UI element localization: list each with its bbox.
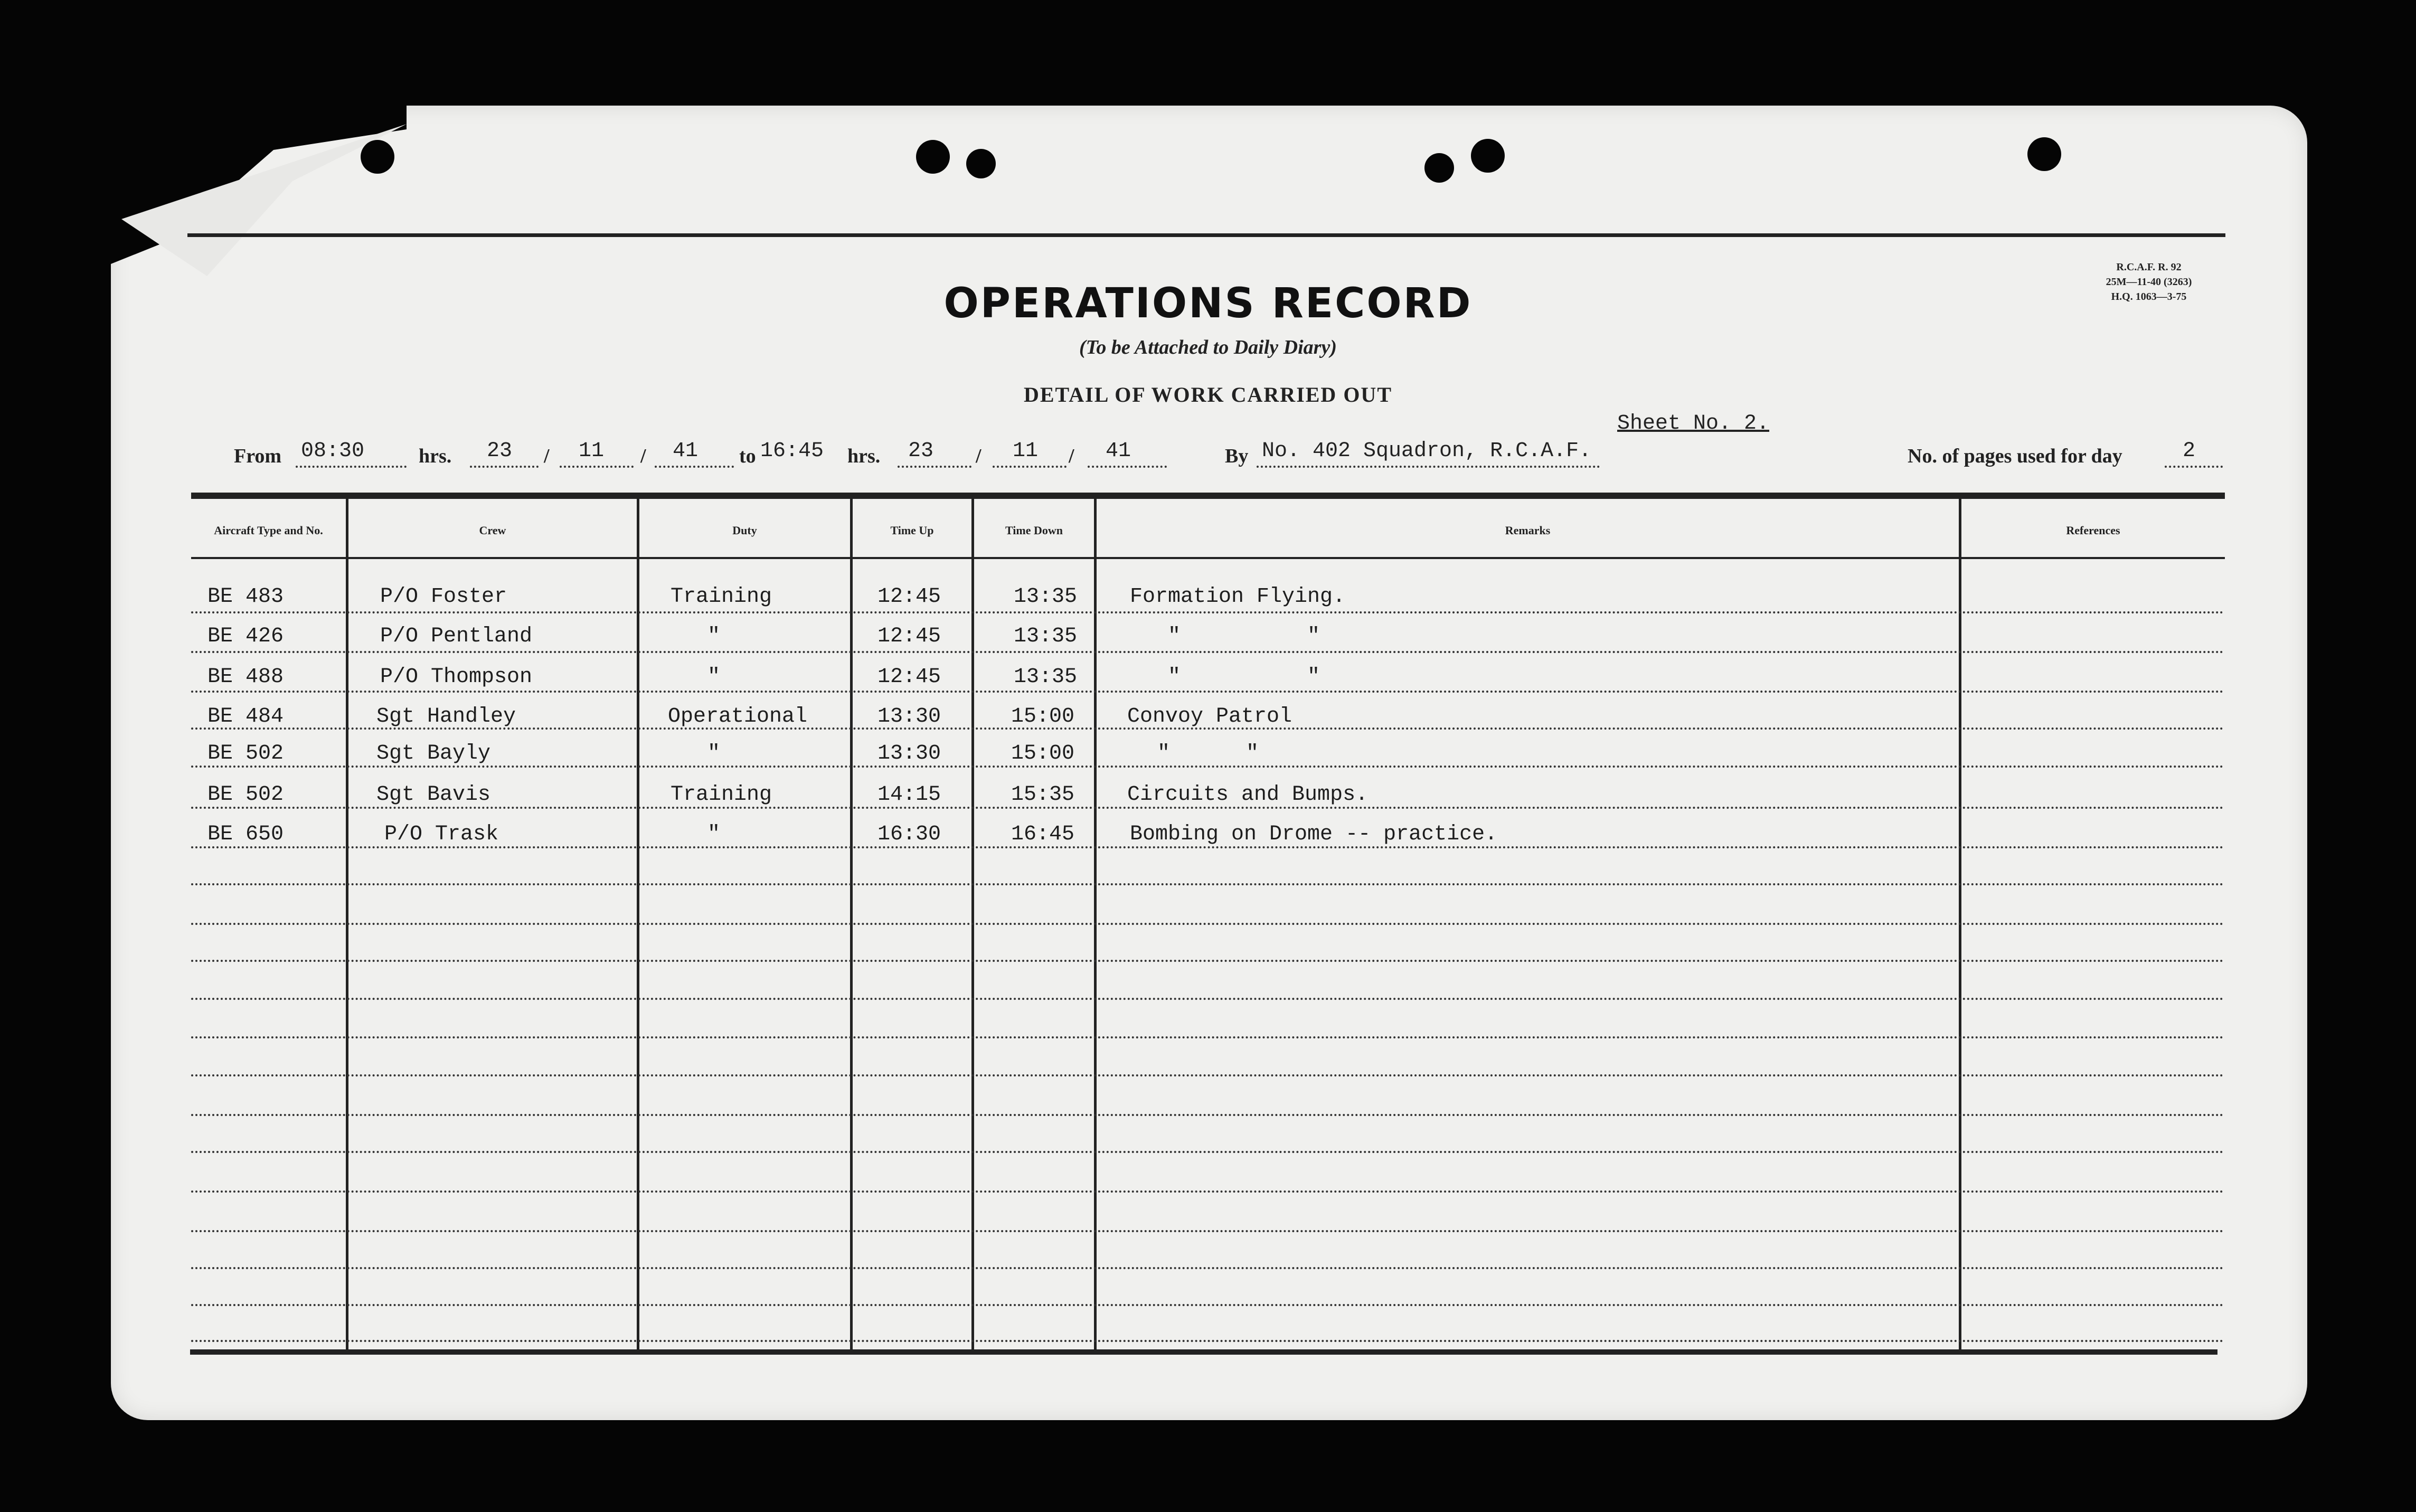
- to-label: to: [739, 445, 756, 467]
- remarks-cell: " ": [1168, 625, 1320, 648]
- duty-cell: ": [707, 625, 721, 648]
- punch-hole: [2027, 137, 2061, 171]
- crew-cell: Sgt Bayly: [376, 742, 491, 766]
- form-reference-line: R.C.A.F. R. 92: [2116, 261, 2182, 273]
- date-separator: /: [1069, 445, 1074, 467]
- fill-line: [2165, 466, 2223, 468]
- column-header-duty: Duty: [732, 524, 757, 537]
- duty-cell: Training: [671, 585, 772, 609]
- ruled-line: [191, 883, 2225, 885]
- aircraft-cell: BE 502: [207, 783, 284, 807]
- aircraft-cell: BE 488: [207, 665, 284, 689]
- header-bottom-rule: [191, 557, 2225, 559]
- to-month: 11: [1013, 439, 1039, 463]
- ruled-line: [191, 1304, 2225, 1306]
- squadron-name: No. 402 Squadron, R.C.A.F.: [1262, 439, 1592, 463]
- ruled-line: [191, 766, 2225, 768]
- pages-value: 2: [2183, 439, 2196, 463]
- ruled-line: [191, 1267, 2225, 1269]
- duty-cell: Training: [671, 783, 772, 807]
- from-day: 23: [487, 439, 513, 463]
- fill-line: [655, 466, 734, 468]
- table-bottom-rule: [190, 1349, 2217, 1355]
- form-reference: [2070, 260, 2228, 304]
- crew-cell: Sgt Handley: [376, 705, 516, 729]
- sheet-number: Sheet No. 2.: [1617, 412, 1770, 436]
- punch-hole: [916, 140, 950, 174]
- time-down-cell: 13:35: [1014, 625, 1078, 648]
- duty-cell: Operational: [668, 705, 808, 729]
- ruled-line: [191, 1036, 2225, 1038]
- fill-line: [1257, 466, 1600, 468]
- column-header-crew: Crew: [479, 524, 506, 537]
- remarks-cell: " ": [1157, 742, 1259, 766]
- form-reference-line: H.Q. 1063—3-75: [2111, 291, 2187, 303]
- column-divider: [971, 499, 974, 1352]
- time-down-cell: 13:35: [1014, 665, 1078, 689]
- punch-hole: [1471, 139, 1505, 173]
- fill-line: [296, 466, 407, 468]
- ruled-line: [191, 923, 2225, 925]
- remarks-cell: Circuits and Bumps.: [1127, 783, 1369, 807]
- time-down-cell: 15:00: [1011, 742, 1075, 766]
- time-down-cell: 15:00: [1011, 705, 1075, 729]
- ruled-line: [191, 1230, 2225, 1232]
- top-rule: [187, 233, 2225, 237]
- column-header-remarks: Remarks: [1505, 524, 1551, 537]
- time-up-cell: 13:30: [877, 742, 941, 766]
- from-time: 08:30: [301, 439, 365, 463]
- ruled-line: [191, 1190, 2225, 1193]
- punch-hole: [361, 140, 394, 174]
- from-hrs-label: hrs.: [419, 445, 452, 467]
- to-time: 16:45: [760, 439, 824, 463]
- aircraft-cell: BE 483: [207, 585, 284, 609]
- duty-cell: ": [707, 823, 721, 846]
- ruled-line: [191, 1114, 2225, 1116]
- remarks-cell: Convoy Patrol: [1127, 705, 1292, 729]
- time-up-cell: 16:30: [877, 823, 941, 846]
- fill-line: [898, 466, 971, 468]
- time-down-cell: 15:35: [1011, 783, 1075, 807]
- column-divider: [1959, 499, 1961, 1352]
- from-year: 41: [673, 439, 699, 463]
- form-subtitle: (To be Attached to Daily Diary): [1079, 336, 1337, 358]
- form-detail-heading: DETAIL OF WORK CARRIED OUT: [1023, 383, 1392, 407]
- aircraft-cell: BE 502: [207, 742, 284, 766]
- ruled-line: [191, 807, 2225, 809]
- ruled-line: [191, 1074, 2225, 1076]
- aircraft-cell: BE 426: [207, 625, 284, 648]
- time-up-cell: 13:30: [877, 705, 941, 729]
- column-header-aircraft: Aircraft Type and No.: [214, 524, 323, 537]
- fill-line: [1088, 466, 1167, 468]
- time-down-cell: 16:45: [1011, 823, 1075, 846]
- ruled-line: [191, 998, 2225, 1000]
- duty-cell: ": [707, 742, 721, 766]
- aircraft-cell: BE 650: [207, 823, 284, 846]
- crew-cell: P/O Trask: [384, 823, 499, 846]
- date-separator: /: [976, 445, 982, 467]
- remarks-cell: " ": [1168, 665, 1320, 689]
- to-hrs-label: hrs.: [847, 445, 881, 467]
- table-top-rule: [191, 493, 2225, 499]
- time-up-cell: 12:45: [877, 665, 941, 689]
- by-label: By: [1225, 445, 1249, 467]
- column-header-time-down: Time Down: [1005, 524, 1063, 537]
- ruled-line: [191, 611, 2225, 613]
- fill-line: [993, 466, 1067, 468]
- ruled-line: [191, 1340, 2225, 1342]
- crew-cell: Sgt Bavis: [376, 783, 491, 807]
- crew-cell: P/O Pentland: [380, 625, 533, 648]
- to-day: 23: [908, 439, 934, 463]
- column-header-time-up: Time Up: [890, 524, 934, 537]
- aircraft-cell: BE 484: [207, 705, 284, 729]
- date-separator: /: [544, 445, 550, 467]
- to-year: 41: [1106, 439, 1131, 463]
- from-month: 11: [579, 439, 605, 463]
- column-divider: [850, 499, 853, 1352]
- time-down-cell: 13:35: [1014, 585, 1078, 609]
- form-title: OPERATIONS RECORD: [943, 280, 1473, 327]
- fill-line: [560, 466, 634, 468]
- column-divider: [1094, 499, 1097, 1352]
- time-up-cell: 12:45: [877, 585, 941, 609]
- form-reference-line: 25M—11-40 (3263): [2106, 276, 2192, 288]
- time-up-cell: 12:45: [877, 625, 941, 648]
- crew-cell: P/O Foster: [380, 585, 507, 609]
- from-label: From: [234, 445, 282, 467]
- date-separator: /: [640, 445, 646, 467]
- remarks-cell: Formation Flying.: [1130, 585, 1346, 609]
- ruled-line: [191, 960, 2225, 962]
- column-divider: [346, 499, 348, 1352]
- column-divider: [637, 499, 639, 1352]
- punch-hole: [966, 149, 996, 178]
- duty-cell: ": [707, 665, 721, 689]
- ruled-line: [191, 846, 2225, 848]
- ruled-line: [191, 691, 2225, 693]
- pages-label: No. of pages used for day: [1908, 445, 2122, 467]
- time-up-cell: 14:15: [877, 783, 941, 807]
- remarks-cell: Bombing on Drome -- practice.: [1130, 823, 1498, 846]
- crew-cell: P/O Thompson: [380, 665, 533, 689]
- ruled-line: [191, 1151, 2225, 1153]
- column-header-references: References: [2066, 524, 2120, 537]
- fill-line: [470, 466, 539, 468]
- ruled-line: [191, 651, 2225, 653]
- punch-hole: [1424, 153, 1454, 183]
